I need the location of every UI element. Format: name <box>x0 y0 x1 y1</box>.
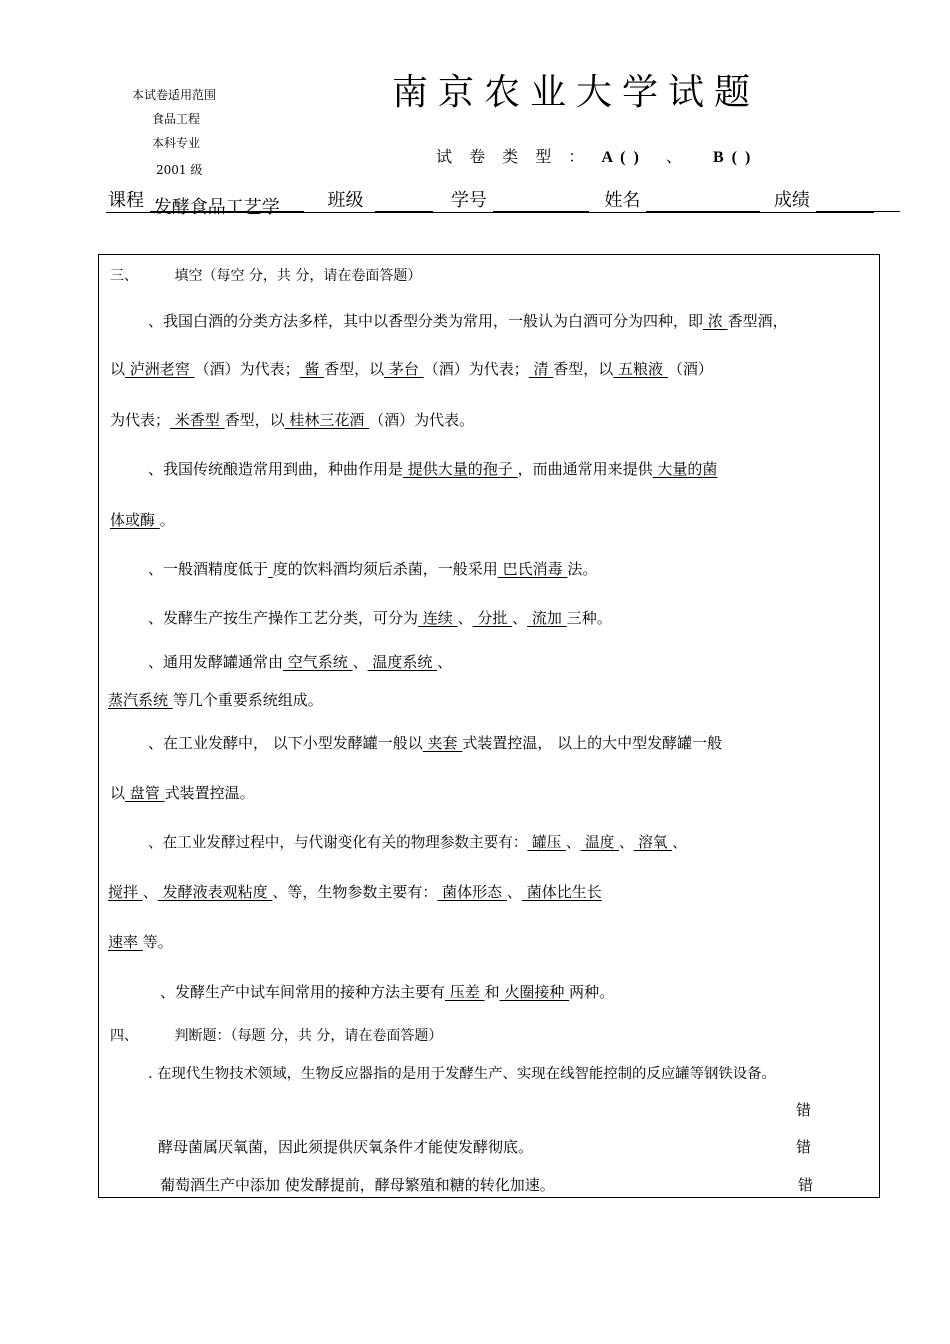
q5-line-1 <box>148 651 452 672</box>
section4-heading <box>110 1025 442 1045</box>
q6-text-c: 以 <box>110 784 126 802</box>
q1-text-b: 香型酒， <box>727 312 788 330</box>
q1-text-a: 、我国白酒的分类方法多样，其中以香型分类为常用，一般认为白酒可分为四种，即 <box>148 312 704 330</box>
q7-answer-6: 菌体形态 <box>437 883 507 901</box>
q5-answer-2: 温度系统 <box>367 653 438 671</box>
q6-line-2 <box>110 782 255 803</box>
q1-text-g: 香型，以 <box>553 360 614 378</box>
q2-answer-2: 大量的菌 <box>652 460 718 478</box>
q7-answer-7: 菌体比生长 <box>521 883 602 901</box>
q7-answer-5: 发酵液表观粘度 <box>157 883 273 901</box>
q2-answer-2-cont: 体或酶 <box>110 511 160 529</box>
q4-text-b: 三种。 <box>566 609 612 627</box>
q4-sep-2: 、 <box>512 609 528 627</box>
q4-answer-2: 分批 <box>472 609 513 627</box>
q6-answer-2: 盘管 <box>125 784 165 802</box>
judge-item-3-answer: 错 <box>798 1176 814 1194</box>
q7-answer-7-cont: 速率 <box>108 933 143 951</box>
q1-answer-4: 茅台 <box>384 360 424 378</box>
course-value: 发酵食品工艺学 <box>150 193 304 212</box>
judge-item-1-text: . 在现代生物技术领域，生物反应器指的是用于发酵生产、实现在线智能控制的反应罐等钢铁设备。 <box>148 1066 776 1082</box>
student-no-label: 学号 <box>450 190 487 211</box>
q8-text-b: 和 <box>484 983 500 1001</box>
q1-text-h: （酒） <box>667 360 713 378</box>
q8-text-a: 、发酵生产中试车间常用的接种方法主要有 <box>160 983 446 1001</box>
q2-line-2 <box>110 509 175 530</box>
q5-sep-1: 、 <box>352 653 368 671</box>
q3-answer-2: 巴氏消毒 <box>497 560 568 578</box>
q2-text-a: 、我国传统酿造常用到曲，种曲作用是 <box>148 460 404 478</box>
q4-text-a: 、发酵生产按生产操作工艺分类，可分为 <box>148 609 419 627</box>
q1-answer-3: 酱 <box>299 360 325 378</box>
q1-text-f: （酒）为代表； <box>423 360 529 378</box>
q5-sep-2: 、 <box>437 653 453 671</box>
q7-line-1 <box>148 831 687 852</box>
q1-line-3 <box>110 409 474 430</box>
q7-sep-4: 、 <box>142 883 158 901</box>
paper-type <box>436 144 752 167</box>
q4-line <box>148 607 612 628</box>
scope-line-1: 本试卷适用范围 <box>132 88 217 102</box>
exam-frame <box>98 254 880 1198</box>
q7-sep-5: 、 <box>506 883 522 901</box>
name-label: 姓名 <box>604 190 641 211</box>
q1-answer-7: 米香型 <box>170 411 225 429</box>
q5-answer-3: 蒸汽系统 <box>108 691 173 709</box>
q7-text-c: 等。 <box>142 933 173 951</box>
q7-sep-3: 、 <box>672 834 687 851</box>
q7-answer-4: 搅拌 <box>108 883 143 901</box>
q3-line <box>148 558 597 579</box>
q1-answer-6: 五粮液 <box>613 360 668 378</box>
paper-type-sep: 、 <box>665 147 688 166</box>
q1-text-c: 以 <box>110 360 126 378</box>
q5-line-2 <box>108 689 323 710</box>
q2-answer-1: 提供大量的孢子 <box>403 460 518 478</box>
q1-text-i: 为代表； <box>110 411 171 429</box>
paper-type-label: 试 卷 类 型 ： <box>436 147 591 166</box>
q8-answer-2: 火圈接种 <box>499 983 570 1001</box>
q7-line-2 <box>108 881 602 902</box>
score-blank <box>816 193 900 212</box>
q4-answer-3: 流加 <box>527 609 567 627</box>
q5-text-b: 等几个重要系统组成。 <box>172 691 323 709</box>
q7-sep-1: 、 <box>565 834 581 851</box>
class-label: 班级 <box>327 190 364 211</box>
q1-answer-5: 清 <box>528 360 554 378</box>
score-label: 成绩 <box>773 190 810 211</box>
section4-number: 四、 <box>110 1028 138 1044</box>
scope-line-2: 食品工程 <box>152 112 201 126</box>
paper-type-b: B ( ) <box>712 149 753 166</box>
q1-text-d: （酒）为代表； <box>194 360 300 378</box>
student-no-blank <box>493 193 589 212</box>
q2-text-c: 。 <box>159 511 175 529</box>
name-blank <box>646 193 760 212</box>
q6-line-1 <box>148 732 722 753</box>
q1-line-1 <box>148 310 788 331</box>
scope-line-4: 2001 级 <box>156 163 203 177</box>
q1-text-k: （酒）为代表。 <box>369 411 475 429</box>
course-info-row <box>108 186 900 218</box>
q5-text-a: 、通用发酵罐通常由 <box>148 653 284 671</box>
q6-text-a: 、在工业发酵中， 以下小型发酵罐一般以 <box>148 734 423 752</box>
q2-line-1 <box>148 458 717 479</box>
q1-answer-1: 浓 <box>703 312 728 330</box>
q7-line-3 <box>108 931 173 952</box>
q3-text-b: 度的饮料酒均须后杀菌，一般采用 <box>272 560 498 578</box>
q1-text-j: 香型，以 <box>224 411 285 429</box>
q6-answer-1: 夹套 <box>422 734 463 752</box>
q1-line-2 <box>110 358 713 379</box>
section3-number: 三、 <box>110 268 138 284</box>
q1-answer-2: 泸洲老窖 <box>125 360 195 378</box>
q4-sep-1: 、 <box>457 609 473 627</box>
q2-text-b: ，而曲通常用来提供 <box>517 460 653 478</box>
judge-item-2-answer: 错 <box>796 1138 812 1156</box>
q8-answer-1: 压差 <box>445 983 485 1001</box>
q6-text-b: 式装置控温， 以上的大中型发酵罐一般 <box>462 734 723 752</box>
q5-answer-1: 空气系统 <box>283 653 353 671</box>
paper-type-a: A ( ) <box>601 149 641 166</box>
q7-answer-3: 溶氧 <box>633 834 673 851</box>
q7-answer-1: 罐压 <box>527 834 566 851</box>
exam-title: 南京农业大学试题 <box>392 72 761 113</box>
q7-answer-2: 温度 <box>580 834 619 851</box>
q4-answer-1: 连续 <box>418 609 458 627</box>
q1-text-e: 香型，以 <box>324 360 385 378</box>
header-divider <box>106 212 874 213</box>
q7-text-b: 、等，生物参数主要有： <box>272 883 438 901</box>
section4-title: 判断题：（每题 分，共 分，请在卷面答题） <box>174 1028 443 1044</box>
q1-answer-8: 桂林三花酒 <box>284 411 370 429</box>
q3-text-a: 、一般酒精度低于 <box>148 560 269 578</box>
scope-line-3: 本科专业 <box>152 136 201 150</box>
course-label: 课程 <box>108 190 144 211</box>
q8-line <box>160 981 614 1002</box>
q3-text-c: 法。 <box>567 560 598 578</box>
judge-item-3-text: 葡萄酒生产中添加 使发酵提前，酵母繁殖和糖的转化加速。 <box>160 1176 555 1194</box>
q6-text-d: 式装置控温。 <box>164 784 255 802</box>
q7-sep-2: 、 <box>619 834 634 851</box>
q7-text-a: 、在工业发酵过程中，与代谢变化有关的物理参数主要有： <box>148 834 528 851</box>
judge-item-2-text: 酵母菌属厌氧菌，因此须提供厌氧条件才能使发酵彻底。 <box>158 1138 534 1156</box>
section3-heading <box>110 265 421 285</box>
q8-text-c: 两种。 <box>569 983 615 1001</box>
section3-title: 填空（每空 分，共 分，请在卷面答题） <box>174 268 422 284</box>
class-blank <box>375 193 433 212</box>
judge-item-1-answer: 错 <box>796 1101 812 1119</box>
